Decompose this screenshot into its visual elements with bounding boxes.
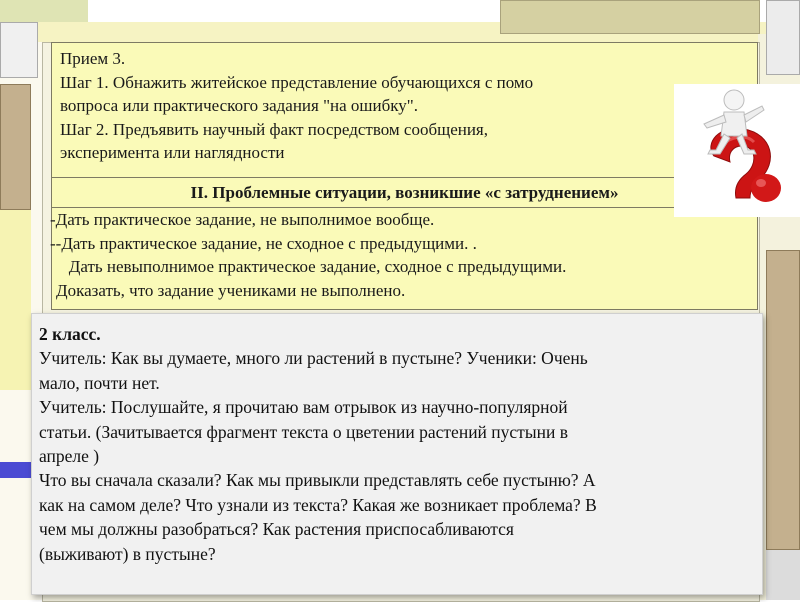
deco-right-bottom: [766, 550, 800, 600]
dialog-line: Учитель: Послушайте, я прочитаю вам отрывок из научно-популярной: [39, 397, 568, 418]
deco-left-tan: [0, 84, 31, 210]
deco-left-blue: [0, 462, 31, 478]
dialog-line: мало, почти нет.: [39, 372, 160, 393]
list-item: Дать невыполнимое практическое задание, сходное с предыдущими.: [56, 257, 567, 276]
dialog-line: апреле ): [39, 446, 100, 467]
dialog-line: чем мы должны разобраться? Как растения приспосабливаются: [39, 519, 514, 540]
situations-list: [52, 208, 757, 302]
dialog-line: Учитель: Как вы думаете, много ли растений в пустыне? Ученики: Очень: [39, 348, 588, 369]
dialog-line: Что вы сначала сказали? Как мы привыкли представлять себе пустыню? А: [39, 470, 596, 491]
step1-text-cont: вопроса или практического задания "на ошибку".: [60, 96, 418, 115]
list-item: Доказать, что задание учениками не выполнено.: [56, 280, 406, 300]
method-steps-cell: [52, 43, 757, 178]
deco-top-green: [0, 0, 88, 22]
method-title: Прием 3.: [60, 49, 126, 68]
deco-left-lime: [0, 210, 31, 390]
deco-left-gray: [0, 22, 38, 78]
dialog-line: статьи. (Зачитывается фрагмент текста о цветении растений пустыни в: [39, 421, 568, 442]
dialog-line: (выживают) в пустыне?: [39, 543, 216, 564]
step1-text: Шаг 1. Обнажить житейское представление обучающихся с помо: [60, 72, 534, 92]
list-item: -Дать практическое задание, не выполнимое вообще.: [50, 210, 435, 229]
person-on-question-mark-icon: [674, 84, 800, 217]
deco-top-tan: [500, 0, 760, 34]
deco-right-tan: [766, 250, 800, 550]
step2-text: Шаг 2. Предъявить научный факт посредством сообщения,: [60, 119, 489, 139]
section-heading: II. Проблемные ситуации, возникшие «с затруднением»: [52, 179, 757, 208]
deco-right-gray: [766, 0, 800, 75]
grade-label: 2 класс.: [39, 324, 101, 344]
list-item: --Дать практическое задание, не сходное с предыдущими. .: [50, 233, 477, 253]
example-card: [31, 313, 763, 595]
dialog-line: как на самом деле? Что узнали из текста? Какая же возникает проблема? В: [39, 494, 597, 515]
method-table: [51, 42, 758, 310]
step2-text-cont: эксперимента или наглядности: [60, 143, 285, 162]
